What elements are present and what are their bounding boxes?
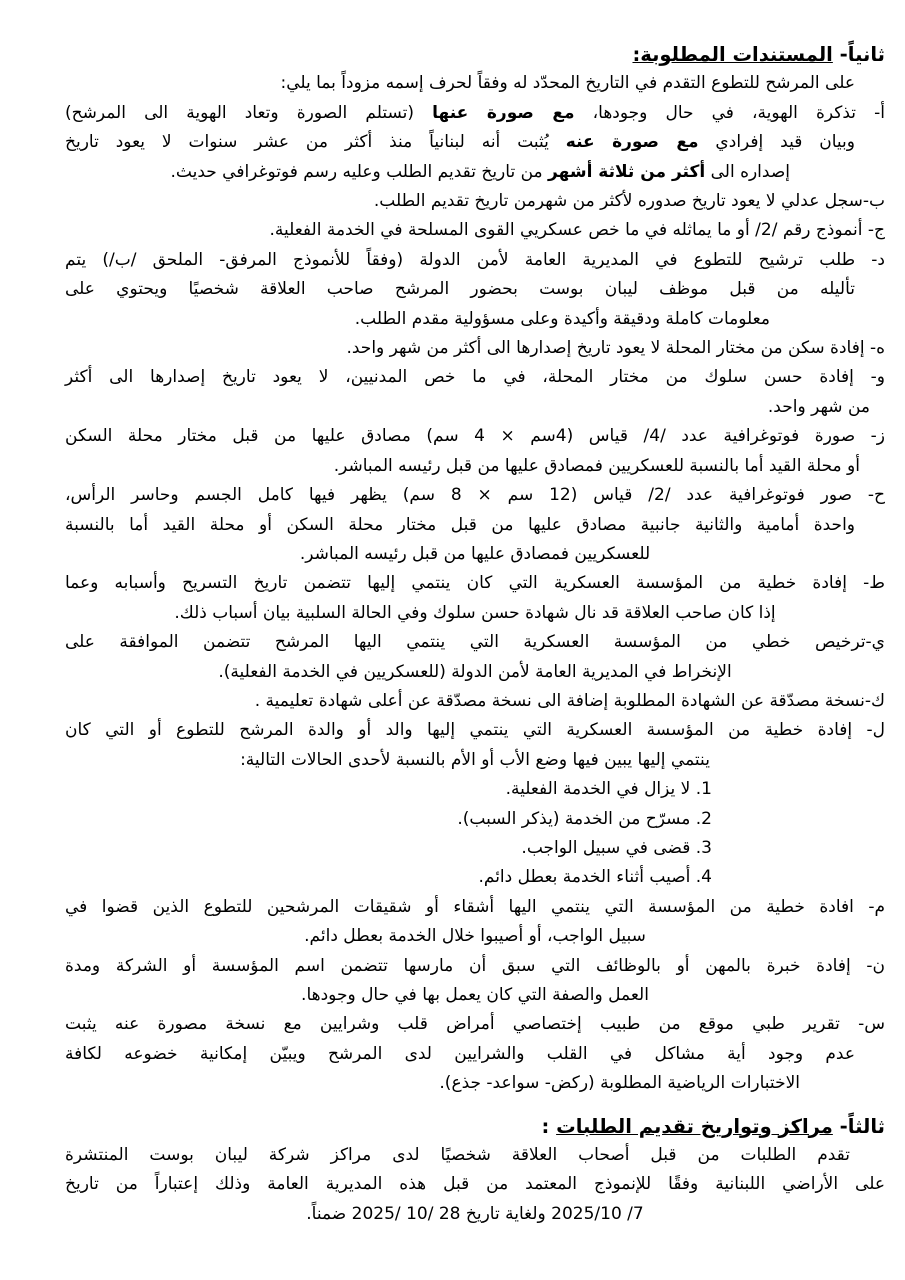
text-run: ه- إفادة سكن من مختار المحلة لا يعود تاريخ إصدارها الى أكثر من شهر واحد. <box>346 338 885 359</box>
document-line <box>65 658 885 687</box>
text-run: 3. قضى في سبيل الواجب. <box>521 837 712 858</box>
text-run: يُثبت أنه لبنانياً منذ أكثر من عشر سنوات لا يعود تاريخ <box>65 132 566 153</box>
document-line <box>65 1069 885 1098</box>
document-line <box>65 158 885 187</box>
document-line <box>65 128 885 157</box>
text-run: واحدة أمامية والثانية جانبية مصادق عليها من قبل مختار محلة السكن أو محلة القيد أما بالنسبة <box>65 514 855 535</box>
document-item-mim <box>65 893 885 952</box>
text-run: س- تقرير طبي موقع من طبيب إختصاصي أمراض قلب وشرايين مع نسخة مصورة عنه يثبت <box>65 1014 885 1035</box>
document-line <box>65 746 885 775</box>
document-line <box>65 922 885 951</box>
document-item-ya <box>65 628 885 687</box>
document-content <box>45 40 885 1229</box>
text-run: عدم وجود أية مشاكل في القلب والشرايين لدى المرشح ويبيّن إمكانية خضوعه لكافة <box>65 1043 855 1064</box>
text-run: (تستلم الصورة وتعاد الهوية الى المرشح) <box>65 102 433 123</box>
text-run: ل- إفادة خطية من المؤسسة العسكرية التي ينتمي إليها والد أو والدة المرشح للتطوع أو التي كان <box>65 720 885 741</box>
required-documents-list <box>65 99 885 1099</box>
document-item-waw <box>65 363 885 422</box>
document-item-hha <box>65 481 885 569</box>
document-line <box>65 981 885 1010</box>
text-run: سبيل الواجب، أو أصيبوا خلال الخدمة بعطل دائم. <box>304 926 646 947</box>
text-run: ب-سجل عدلي لا يعود تاريخ صدوره لأكثر من شهرمن تاريخ تقديم الطلب. <box>373 191 885 212</box>
document-line <box>65 452 885 481</box>
text-run: ن- إفادة خبرة بالمهن أو بالوظائف التي سبق أن مارسها تتضمن اسم المؤسسة أو الشركة ومدة <box>65 955 885 976</box>
document-line <box>65 363 885 392</box>
document-item-zay <box>65 422 885 481</box>
text-run: و- إفادة حسن سلوك من مختار المحلة، في ما خص المدنيين، لا يعود تاريخ إصدارها الى أكثر <box>65 367 885 388</box>
document-line <box>65 628 885 657</box>
section-three-heading-underlined: مراكز وتواريخ تقديم الطلبات <box>556 1114 833 1138</box>
text-run: 4. أصيب أثناء الخدمة بعطل دائم. <box>478 867 712 888</box>
intro-text: على المرشح للتطوع التقدم في التاريخ المحدّد له وفقاً لحرف إسمه مزوداً بما يلي: <box>280 73 855 94</box>
section-two-heading <box>65 40 885 69</box>
text-run: العمل والصفة التي كان يعمل بها في حال وجودها. <box>301 985 649 1005</box>
text-run: ج- أنموذج رقم /2/ أو ما يماثله في ما خص عسكريي القوى المسلحة في الخدمة الفعلية. <box>269 220 885 241</box>
document-line <box>65 393 885 422</box>
text-run: 1. لا يزال في الخدمة الفعلية. <box>505 779 712 800</box>
document-item-jim <box>65 216 885 245</box>
section-two-heading-prefix: ثانياً- <box>832 43 885 66</box>
document-item-kaf <box>65 687 885 716</box>
document-line <box>65 334 885 363</box>
text-run: ح- صور فوتوغرافية عدد /2/ قياس (12 سم × 8 سم) يظهر فيها كامل الجسم وحاسر الرأس، <box>65 485 886 506</box>
text-run: معلومات كاملة ودقيقة وأكيدة وعلى مسؤولية مقدم الطلب. <box>354 308 770 329</box>
document-line <box>65 275 885 304</box>
document-item-nun <box>65 952 885 1011</box>
document-line <box>65 481 885 510</box>
bold-text-run: مع صورة عنه <box>565 132 699 153</box>
numbered-sub-item <box>65 863 885 892</box>
text-run: م- افادة خطية من المؤسسة التي ينتمي اليها أشقاء أو شقيقات المرشحين للتطوع الذين قضوا في <box>65 896 885 917</box>
section-three-heading <box>65 1112 885 1141</box>
document-line <box>65 305 885 334</box>
document-line <box>65 422 885 451</box>
document-line <box>65 716 885 745</box>
document-line <box>65 216 885 245</box>
text-run: أو محلة القيد أما بالنسبة للعسكريين فمصادق عليها من قبل رئيسه المباشر. <box>333 455 860 476</box>
document-item-dal <box>65 246 885 334</box>
text-run: 2. مسرّح من الخدمة (يذكر السبب). <box>457 808 712 829</box>
text-run: ينتمي إليها يبين فيها وضع الأب أو الأم بالنسبة لأحدى الحالات التالية: <box>240 749 710 770</box>
document-line <box>65 569 885 598</box>
text-run: إصداره الى <box>705 161 790 182</box>
numbered-sub-item <box>65 775 885 804</box>
text-run: الإنخراط في المديرية العامة لأمن الدولة (للعسكريين في الخدمة الفعلية). <box>218 661 732 682</box>
numbered-sub-item <box>65 805 885 834</box>
document-line <box>65 246 885 275</box>
bold-text-run: أكثر من ثلاثة أشهر <box>548 161 706 182</box>
document-line <box>65 893 885 922</box>
text-run: 7/ 2025/10 ولغاية تاريخ 28 /10 /2025 ضمناً. <box>306 1203 644 1224</box>
document-line <box>65 952 885 981</box>
text-run: للعسكريين فمصادق عليها من قبل رئيسه المباشر. <box>299 543 651 564</box>
text-run: ي-ترخيص خطي من المؤسسة العسكرية التي ينتمي اليها المرشح تتضمن الموافقة على <box>65 632 885 653</box>
text-run: ك-نسخة مصدّقة عن الشهادة المطلوبة إضافة الى نسخة مصدّقة عن أعلى شهادة تعليمية . <box>254 690 885 711</box>
paragraph-line <box>65 1170 885 1199</box>
document-item-sin <box>65 1010 885 1098</box>
document-line <box>65 99 885 128</box>
text-run: وبيان قيد إفرادي <box>698 132 855 153</box>
text-run: على الأراضي اللبنانية وفقًا للإنموذج المعتمد من قبل هذه المديرية العامة وذلك إعتباراً من تاريخ <box>65 1174 885 1195</box>
document-line <box>65 599 885 628</box>
document-item-ha <box>65 334 885 363</box>
document-line <box>65 187 885 216</box>
document-line <box>65 1010 885 1039</box>
text-run: أ- تذكرة الهوية، في حال وجودها، <box>574 102 885 123</box>
document-line <box>65 511 885 540</box>
text-run: د- طلب ترشيح للتطوع في المديرية العامة لأمن الدولة (وفقاً للأنموذج المرفق- الملحق /ب/) يتم <box>65 249 885 270</box>
document-item-tta <box>65 569 885 628</box>
text-run: إذا كان صاحب العلاقة قد نال شهادة حسن سلوك وفي الحالة السلبية بيان أسباب ذلك. <box>174 602 776 623</box>
text-run: ز- صورة فوتوغرافية عدد /4/ قياس (4سم × 4 سم) مصادق عليها من قبل مختار محلة السكن <box>65 426 885 447</box>
section-two-heading-underlined: المستندات المطلوبة: <box>632 43 833 66</box>
text-run: الاختبارات الرياضية المطلوبة (ركض- سواعد- جذع). <box>439 1073 800 1094</box>
paragraph-line <box>65 1141 885 1170</box>
document-item-ba <box>65 187 885 216</box>
bold-text-run: مع صورة عنها <box>432 102 575 123</box>
document-line <box>65 1040 885 1069</box>
paragraph-line <box>65 1200 885 1229</box>
text-run: ط- إفادة خطية من المؤسسة العسكرية التي كان ينتمي إليها تتضمن تاريخ التسريح وأسبابه وعما <box>65 573 885 594</box>
text-run: من تاريخ تقديم الطلب وعليه رسم فوتوغرافي حديث. <box>170 161 549 182</box>
text-run: من شهر واحد. <box>767 396 870 417</box>
section-three-heading-prefix: ثالثاً- <box>832 1114 885 1138</box>
text-run: تقدم الطلبات من قبل أصحاب العلاقة شخصيًا لدى مراكز شركة ليبان بوست المنتشرة <box>65 1145 850 1166</box>
document-item-alif <box>65 99 885 187</box>
section-three-heading-suffix: : <box>541 1114 557 1138</box>
document-item-lam <box>65 716 885 892</box>
text-run: تأليله من قبل موظف ليبان بوست بحضور المرشح صاحب العلاقة شخصيًا ويحتوي على <box>65 279 855 300</box>
submission-info-paragraph <box>65 1141 885 1229</box>
document-line <box>65 687 885 716</box>
document-line <box>65 540 885 569</box>
numbered-sub-item <box>65 834 885 863</box>
intro-line <box>65 69 885 98</box>
